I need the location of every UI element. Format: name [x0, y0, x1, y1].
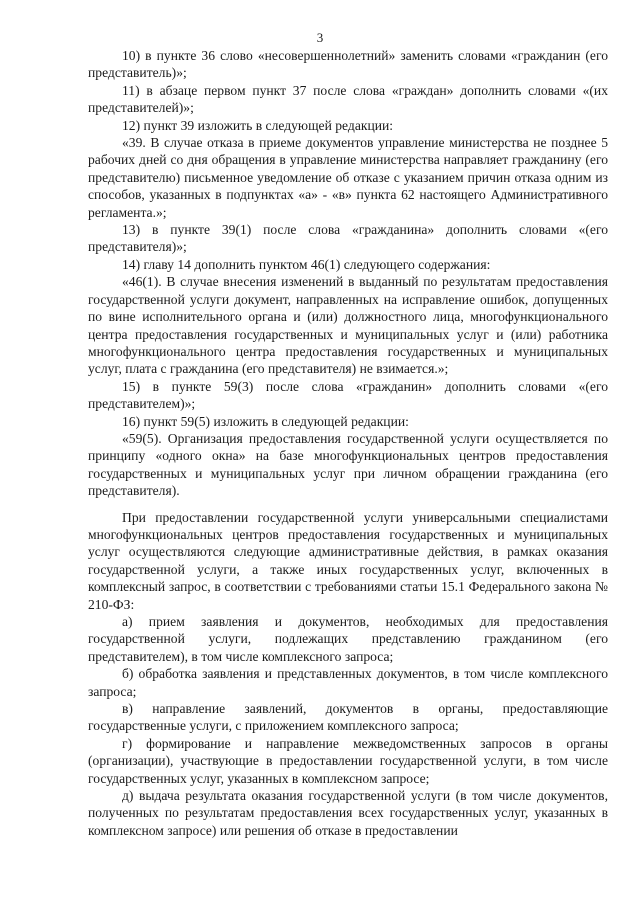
document-body	[88, 47, 608, 839]
paragraph-subitem-b: б) обработка заявления и представленных документов, в том числе комплексного запроса;	[88, 666, 608, 699]
paragraph-item-13: 13) в пункте 39(1) после слова «гражданина» дополнить словами «(его представителя)»;	[88, 222, 608, 255]
paragraph-point-59-5: «59(5). Организация предоставления государственной услуги осуществляется по принципу «одного окна» на базе многофункциональных центров предоставления государственных и муниципальных услуг при личном обращении гражданина (его представителя).	[88, 430, 608, 499]
paragraph-item-10: 10) в пункте 36 слово «несовершеннолетний» заменить словами «гражданин (его представитель)»;	[88, 48, 608, 81]
paragraph-point-39: «39. В случае отказа в приеме документов управление министерства не позднее 5 рабочих дней со дня обращения в управление министерства направляет гражданину (его представителю) письменное уведомление об отказе с указанием причин отказа одним из способов, указанных в подпунктах «а» - «в» пункта 62 настоящего Административного регламента.»;	[88, 135, 608, 220]
paragraph-item-11: 11) в абзаце первом пункт 37 после слова «граждан» дополнить словами «(их представителей)»;	[88, 82, 608, 116]
paragraph-item-12: 12) пункт 39 изложить в следующей редакции:	[122, 117, 394, 133]
paragraph-point-46-1: «46(1). В случае внесения изменений в выданный по результатам предоставления государственной услуги документ, направленных на исправление ошибок, допущенных по вине исполнительного органа и (или) должностного лица, многофункционального центра предоставления государственных и муниципальных услуг и (или) работника многофункционального центра предоставления государственных и муниципальных услуг, плата с гражданина (его представителя) не взимается.»;	[88, 274, 608, 377]
paragraph-subitem-g: г) формирование и направление межведомственных запросов в органы (организации), участвующие в предоставлении государственной услуги, в том числе государственных услуг, указанных в комплексном запросе;	[88, 735, 608, 786]
paragraph-item-15: 15) в пункте 59(3) после слова «гражданин» дополнить словами «(его представителем)»;	[88, 378, 608, 412]
paragraph-subitem-a: а) прием заявления и документов, необходимых для предоставления государственной услуги, подлежащих представлению гражданином (его представителем), в том числе комплексного запроса;	[88, 614, 608, 664]
paragraph-item-16: 16) пункт 59(5) изложить в следующей редакции:	[122, 413, 409, 429]
paragraph-item-14: 14) главу 14 дополнить пунктом 46(1) следующего содержания:	[122, 256, 491, 272]
page-number: 3	[316, 30, 324, 45]
paragraph-subitem-d: д) выдача результата оказания государственной услуги (в том числе документов, полученных по результатам предоставления всех государственных услуг, указанных в комплексном запросе) или решения об отказе в предоставлении	[88, 788, 608, 838]
paragraph-subitem-v: в) направление заявлений, документов в органы, предоставляющие государственные услуги, с приложением комплексного запроса;	[88, 701, 608, 734]
paragraph-mfc-actions: При предоставлении государственной услуги универсальными специалистами многофункциональных центров предоставления государственных и муниципальных услуг осуществляются следующие административные действия, в рамках оказания государственной услуги, а также иных государственных услуг, включенных в комплексный запрос, в соответствии с требованиями статьи 15.1 Федерального закона № 210-ФЗ:	[88, 509, 608, 612]
